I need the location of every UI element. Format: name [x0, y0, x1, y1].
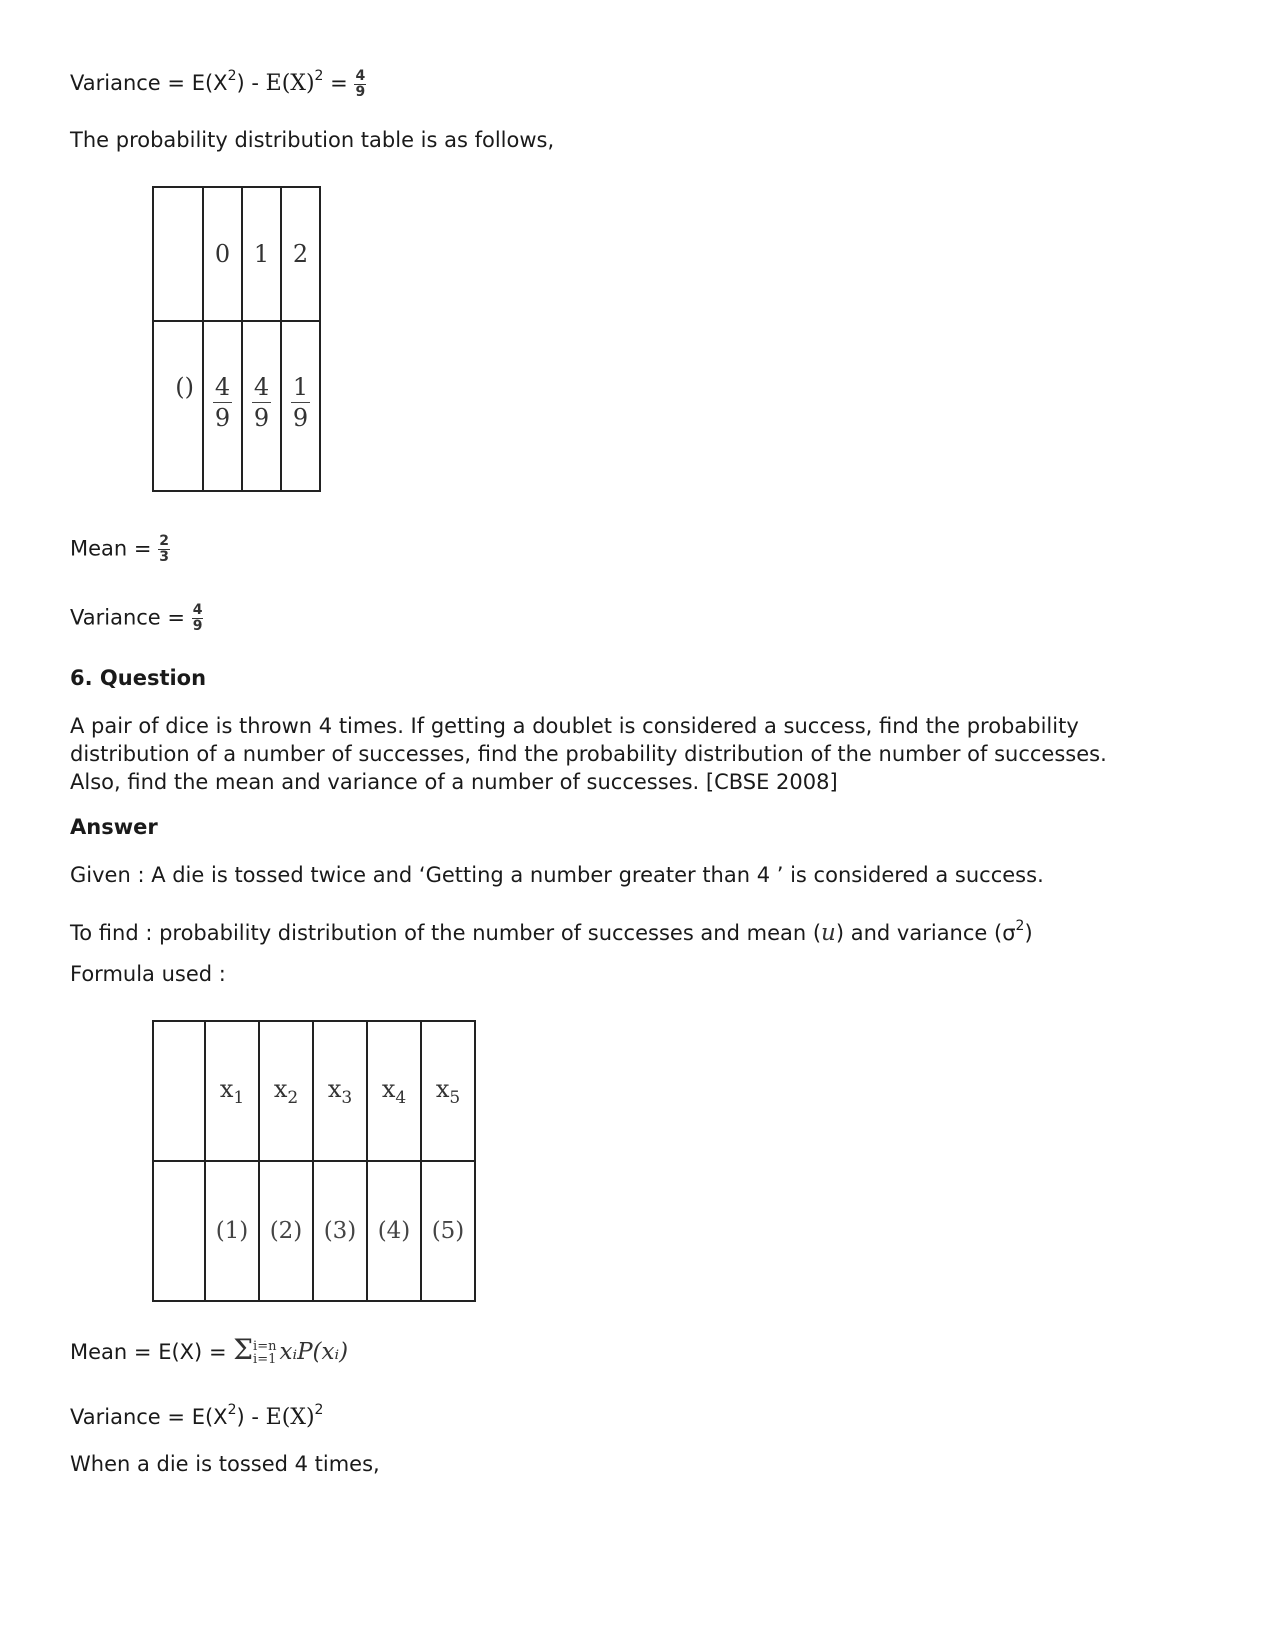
paren: ): [236, 71, 245, 95]
equals-sign: =: [208, 1340, 227, 1364]
fraction: [354, 69, 366, 100]
table-row: [153, 1021, 475, 1161]
subscript: 4: [395, 1087, 407, 1108]
denominator: 9: [253, 404, 270, 432]
prob-value: (5): [431, 1218, 465, 1244]
table-row: [153, 321, 320, 491]
fraction: [291, 372, 310, 433]
x-value: [435, 1074, 461, 1108]
superscript: 2: [227, 68, 237, 84]
fraction: [192, 603, 204, 634]
cell-value: 2: [292, 240, 309, 268]
mean-formula: [70, 1333, 349, 1367]
table-cell: [259, 1161, 313, 1301]
probability-table: [152, 186, 321, 492]
superscript: 2: [1015, 918, 1025, 934]
table-cell: [421, 1021, 475, 1161]
x-letter: x: [381, 1074, 396, 1103]
to-find-part: To find : probability distribution of the number of successes and mean (: [70, 921, 822, 945]
table-cell: [203, 187, 242, 321]
question-heading: 6. Question: [70, 666, 207, 690]
x-value: [219, 1074, 245, 1108]
minus-sign: -: [251, 71, 259, 95]
to-find-part: ): [1024, 921, 1033, 945]
prob-value: (3): [323, 1218, 357, 1244]
x-letter: x: [435, 1074, 450, 1103]
table-cell: [281, 187, 320, 321]
table-cell: [313, 1161, 367, 1301]
x-value: [327, 1074, 353, 1108]
ex2-text: E(X: [191, 71, 228, 95]
prob-value: (4): [377, 1218, 411, 1244]
table-cell: [242, 187, 281, 321]
equals-sign: =: [330, 71, 348, 95]
given-text: Given : A die is tossed twice and ‘Getting a number greater than 4 ’ is considered a success.: [70, 863, 1044, 887]
paren: ): [236, 1405, 245, 1429]
denominator: 9: [355, 83, 366, 100]
ex-text: E(X): [265, 71, 315, 96]
numerator: 4: [192, 602, 203, 618]
x-letter: x: [327, 1074, 342, 1103]
fraction: [213, 372, 232, 433]
denominator: 9: [214, 404, 231, 432]
sum-limits: [253, 1340, 276, 1366]
table-cell: [205, 1161, 259, 1301]
numerator: 4: [355, 67, 366, 84]
mean-label: Mean: [70, 536, 128, 561]
numerator: 1: [292, 373, 309, 401]
variance-label: Variance: [70, 1405, 161, 1429]
table-cell: [153, 187, 203, 321]
table-row: [153, 1161, 475, 1301]
variance-label: Variance: [70, 71, 161, 95]
formula-label: Formula used :: [70, 962, 226, 986]
numerator: 4: [253, 373, 270, 401]
x-letter: x: [219, 1074, 234, 1103]
variance-result: [70, 603, 203, 634]
numerator: 2: [159, 533, 169, 549]
fraction: [158, 534, 170, 565]
general-distribution-table: [152, 1020, 476, 1302]
table-cell: [153, 321, 203, 491]
x-value: [381, 1074, 407, 1108]
intro-text: The probability distribution table is as follows,: [70, 128, 555, 152]
denominator: 9: [192, 618, 203, 634]
variance-line: [70, 62, 366, 100]
equals-sign: =: [167, 71, 186, 95]
table-cell: [313, 1021, 367, 1161]
table-cell: [421, 1161, 475, 1301]
fraction: [252, 372, 271, 433]
cell-value: 1: [253, 240, 270, 268]
to-find-text: [70, 912, 1033, 947]
table-cell: [367, 1021, 421, 1161]
table-cell: [203, 321, 242, 491]
answer-heading: Answer: [70, 815, 158, 839]
mu-symbol: u: [821, 920, 836, 946]
subscript: 1: [233, 1087, 245, 1108]
prob-value: (2): [269, 1218, 303, 1244]
upper-limit: i=n: [253, 1339, 277, 1354]
table-cell: [205, 1021, 259, 1161]
numerator: 4: [214, 373, 231, 401]
equals-sign: =: [133, 1340, 152, 1364]
closing-text: When a die is tossed 4 times,: [70, 1452, 380, 1476]
cell-value: 0: [214, 240, 231, 268]
x-letter: x: [273, 1074, 288, 1103]
table-cell: [367, 1161, 421, 1301]
x-value: [273, 1074, 299, 1108]
sum-symbol: Σ: [233, 1333, 254, 1366]
variance-label: Variance: [70, 605, 161, 630]
to-find-part: ) and variance (σ: [835, 921, 1016, 945]
table-cell: [281, 321, 320, 491]
superscript: 2: [227, 1402, 237, 1418]
sum-term: xᵢP(xᵢ): [279, 1339, 349, 1365]
superscript: 2: [314, 1402, 324, 1418]
equals-sign: =: [167, 1405, 186, 1429]
subscript: 3: [341, 1087, 353, 1108]
denominator: 9: [292, 404, 309, 432]
ex-text: E(X): [265, 1405, 315, 1430]
superscript: 2: [314, 68, 324, 84]
mean-result: [70, 534, 170, 565]
subscript: 5: [449, 1087, 461, 1108]
minus-sign: -: [251, 1405, 259, 1429]
ex-text: E(X): [158, 1340, 203, 1364]
equals-sign: =: [167, 605, 186, 630]
variance-formula: [70, 1396, 323, 1432]
lower-limit: i=1: [253, 1352, 277, 1367]
question-text: A pair of dice is thrown 4 times. If getting a doublet is considered a success, find the probability distribution of a number of successes, find the probability distribution of the number of successes. Also, find the mean and variance of a number of successes. [CBSE 2008]: [70, 714, 1107, 794]
table-cell: [259, 1021, 313, 1161]
subscript: 2: [287, 1087, 299, 1108]
table-cell: [153, 1161, 205, 1301]
prob-value: (1): [215, 1218, 249, 1244]
equals-sign: =: [133, 536, 152, 561]
denominator: 3: [159, 549, 169, 565]
row-label: (): [175, 373, 194, 401]
ex2-text: E(X: [191, 1405, 228, 1429]
mean-label: Mean: [70, 1340, 128, 1364]
table-row: [153, 187, 320, 321]
table-cell: [153, 1021, 205, 1161]
table-cell: [242, 321, 281, 491]
